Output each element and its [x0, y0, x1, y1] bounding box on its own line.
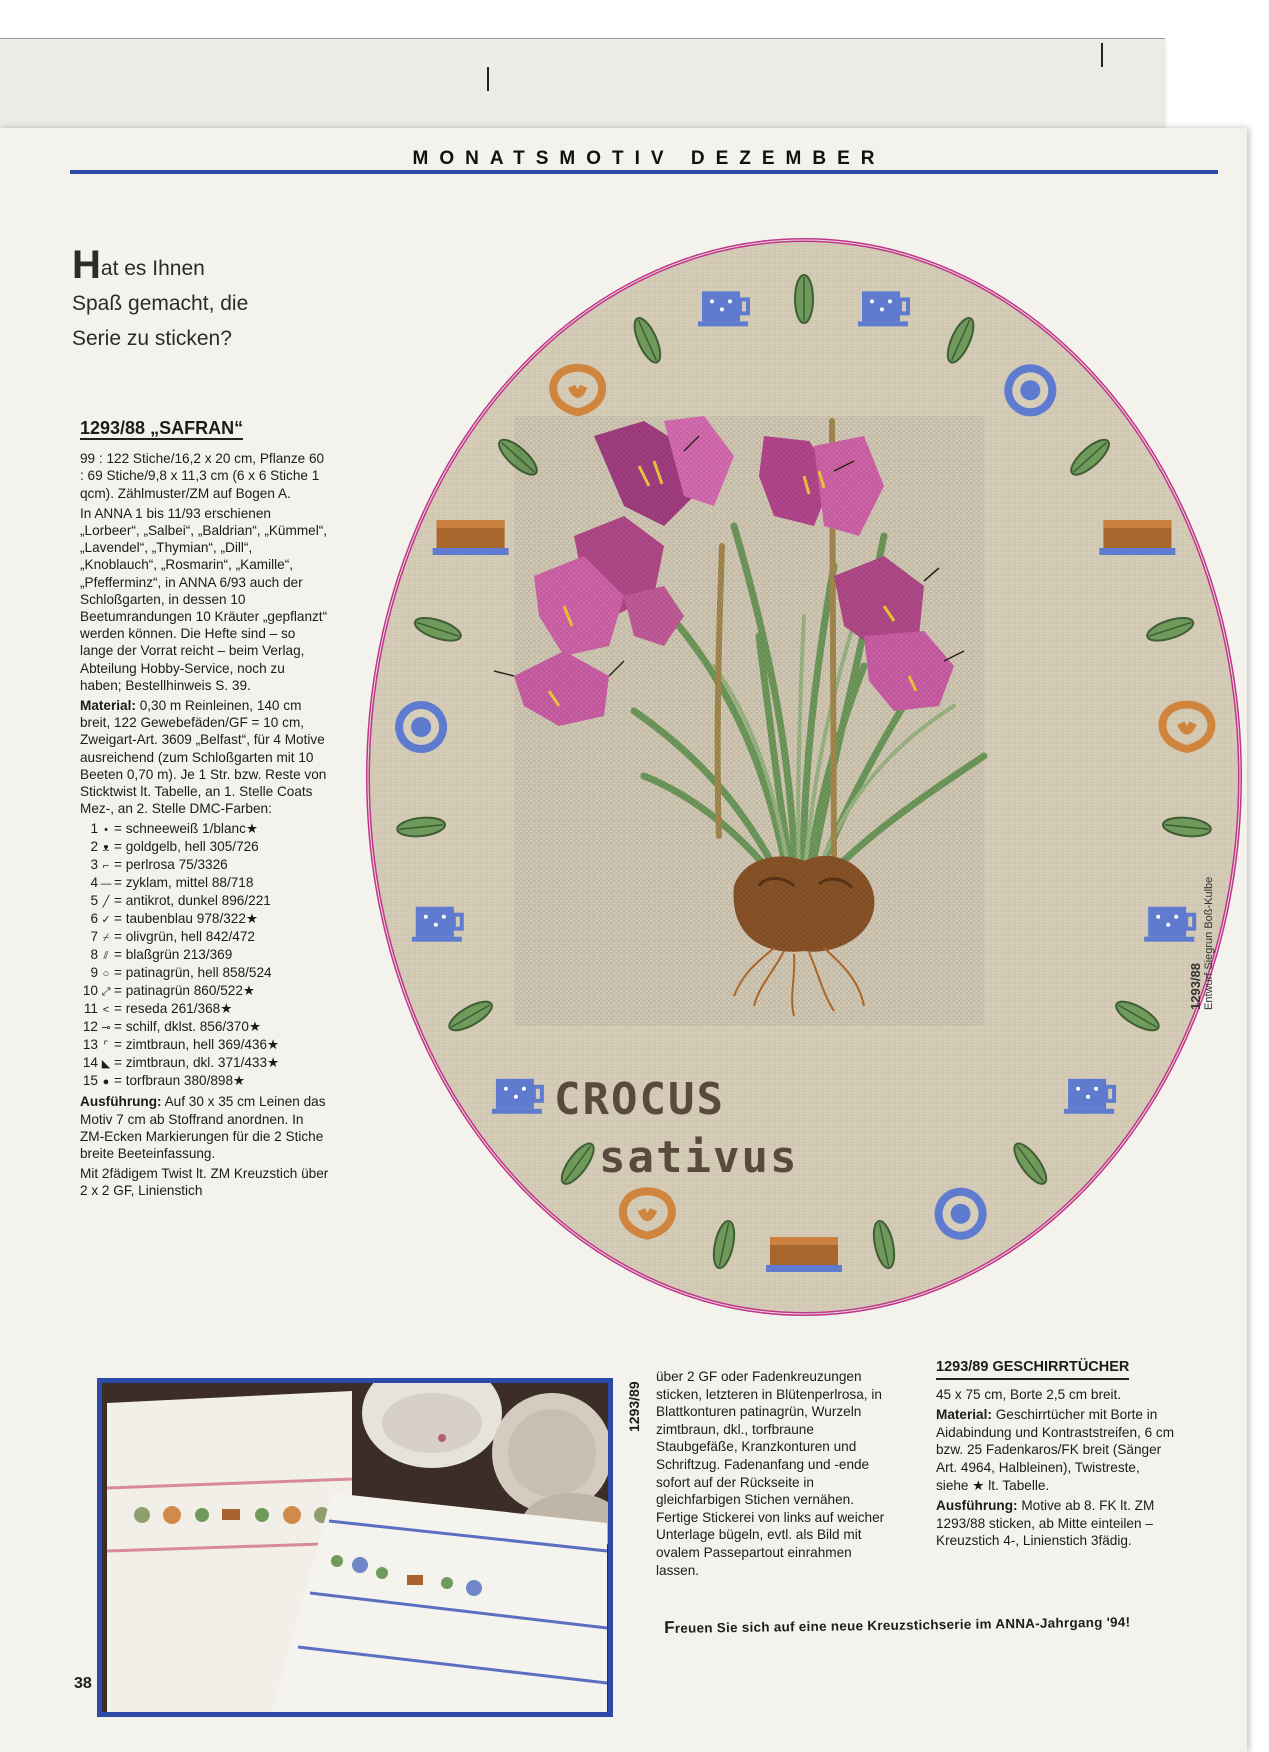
- credit-designer: Entwurf Siegrun Boß-Kulbe: [1203, 876, 1215, 1010]
- color-legend-item: [80, 820, 330, 838]
- color-description: = blaßgrün 213/369: [114, 947, 233, 963]
- color-legend-item: [80, 1054, 330, 1072]
- color-legend-item: [80, 1018, 330, 1036]
- embroidery-text-crocus: CROCUS: [554, 1074, 725, 1125]
- ausfuehrung-value: Auf 30 x 35 cm Leinen das Motiv 7 cm ab Stoffrand anordnen. In ZM-Ecken Markierungen für die 2 Stiche breite Beeteinfassung.: [80, 1094, 326, 1162]
- color-legend: [80, 820, 330, 1090]
- color-number: 2: [90, 839, 98, 855]
- material-text: [80, 697, 330, 817]
- footer-text: reuen Sie sich auf eine neue Kreuzstichserie im ANNA-Jahrgang '94!: [674, 1614, 1131, 1636]
- page-tick-mark: [487, 67, 489, 91]
- tea-towel-illustration: [102, 1383, 608, 1712]
- header-rule: [70, 170, 1218, 174]
- ausfuehrung-text: [80, 1093, 330, 1162]
- color-description: = schilf, dklst. 856/370★: [114, 1019, 262, 1035]
- stitch-symbol-icon: •: [104, 824, 108, 837]
- stitch-symbol-icon: ◣: [101, 1058, 111, 1071]
- color-legend-item: [80, 946, 330, 964]
- continuation-text: über 2 GF oder Fadenkreuzungen sticken, letzteren in Blütenperlrosa, in Blattkonturen patinagrün, Wurzeln zimtbraun, dkl., torfbraune Staubgefäße, Kranzkonturen und Schriftzug. Fadenanfang und -ende sofort auf der Rückseite in gleichfarbigen Stichen vernähen. Fertige Stickerei von links auf weicher Unterlage bügeln, evtl. als Bild mit ovalem Passepartout einrahmen lassen.: [656, 1369, 885, 1578]
- ausfuehrung-label: Ausführung:: [936, 1498, 1018, 1514]
- color-legend-item: [80, 910, 330, 928]
- color-legend-item: [80, 928, 330, 946]
- headline-line3: Serie zu sticken?: [72, 327, 232, 350]
- color-description: = taubenblau 978/322★: [114, 911, 259, 927]
- color-legend-item: [80, 1072, 330, 1090]
- color-description: = schneeweiß 1/blanc★: [114, 821, 259, 837]
- wreath-motif-cake: [1099, 520, 1175, 555]
- wreath-motif-plate: [1004, 364, 1056, 416]
- stitch-symbol-icon: ⊸: [101, 1022, 111, 1035]
- wreath-motif-cake: [766, 1237, 842, 1272]
- ausfuehrung-label: Ausführung:: [80, 1094, 162, 1110]
- stitch-symbol-icon: —: [100, 878, 112, 891]
- ausfuehrung-value: Motive ab 8. FK lt. ZM 1293/88 sticken, ab Mitte einteilen – Kreuzstich 4-, Linienstich 3fädig.: [936, 1498, 1155, 1549]
- stitch-symbol-icon: ᴥ: [102, 842, 110, 855]
- embroidery-text-sativus: sativus: [599, 1132, 799, 1183]
- color-number: 7: [90, 929, 98, 945]
- stitch-symbol-icon: ⫽: [103, 950, 109, 963]
- series-text: In ANNA 1 bis 11/93 erschienen „Lorbeer“, „Salbei“, „Baldrian“, „Kümmel“, „Lavendel“, „Thymian“, „Dill“, „Knoblauch“, „Rosmarin“, „Kamille“, „Pfefferminz“, in ANNA 6/93 auch der Schloßgarten, in dessen 10 Beetumrandungen 10 Kräuter „gepflanzt“ werden können. Die Hefte sind – so lange der Vorrat reicht – beim Verlag, Abteilung Hobby-Service, noch zu haben; Bestellhinweis S. 39.: [80, 505, 328, 693]
- article-tuecher: [936, 1358, 1176, 1553]
- page-header: [70, 148, 1218, 170]
- crocus-plant: [494, 416, 984, 1026]
- stitch-symbol-icon: ✓: [101, 914, 111, 927]
- color-number: 13: [82, 1037, 98, 1053]
- color-description: = perlrosa 75/3326: [114, 857, 228, 873]
- crocus-embroidery-illustration: [364, 236, 1244, 1318]
- size-text: 45 x 75 cm, Borte 2,5 cm breit.: [936, 1386, 1122, 1402]
- headline-initial: H: [72, 243, 101, 287]
- color-number: 4: [90, 875, 98, 891]
- headline-line2: Spaß gemacht, die: [72, 292, 249, 315]
- ausfuehrung-text: [936, 1497, 1176, 1550]
- stitch-symbol-icon: ╱: [102, 896, 110, 909]
- stitch-symbol-icon: ⌜: [103, 1040, 109, 1053]
- color-legend-item: [80, 982, 330, 1000]
- color-description: = zimtbraun, hell 369/436★: [114, 1037, 280, 1053]
- headline: [72, 243, 312, 356]
- color-description: = antikrot, dunkel 896/221: [114, 893, 271, 909]
- color-number: 11: [83, 1001, 98, 1017]
- color-legend-item: [80, 1000, 330, 1018]
- color-description: = olivgrün, hell 842/472: [114, 929, 255, 945]
- material-value: 0,30 m Reinleinen, 140 cm breit, 122 Gewebefäden/GF = 10 cm, Zweigart-Art. 3609 „Belfast“, für 4 Motive ausreichend (zum Schloßgarten mit 10 Beeten 0,70 m). Je 1 Str. bzw. Reste von Sticktwist lt. Tabelle, an 1. Stelle Coats Mez-, an 2. Stelle DMC-Farben:: [80, 698, 327, 817]
- color-legend-item: [80, 1036, 330, 1054]
- color-number: 12: [82, 1019, 98, 1035]
- color-number: 5: [90, 893, 98, 909]
- color-description: = torfbraun 380/898★: [114, 1073, 246, 1089]
- stitch-symbol-icon: ○: [102, 968, 110, 981]
- page-number: 38: [74, 1675, 92, 1692]
- stitch-symbol-icon: ⌐: [102, 860, 110, 873]
- section-title: MONATSMOTIV DEZEMBER: [412, 148, 886, 169]
- color-description: = reseda 261/368★: [114, 1001, 233, 1017]
- color-legend-item: [80, 964, 330, 982]
- color-number: 6: [90, 911, 98, 927]
- ausfuehrung-text-2: Mit 2fädigem Twist lt. ZM Kreuzstich über 2 x 2 GF, Linienstich: [80, 1166, 329, 1199]
- color-legend-item: [80, 856, 330, 874]
- headline-line1: at es Ihnen: [100, 257, 205, 280]
- tea-towel-photo: [97, 1378, 613, 1717]
- color-description: = goldgelb, hell 305/726: [114, 839, 259, 855]
- material-text: [936, 1406, 1176, 1494]
- wreath-motif-plate: [935, 1188, 987, 1240]
- material-label: Material:: [936, 1407, 992, 1423]
- wreath-motif-plate: [395, 701, 447, 753]
- stitch-symbol-icon: <: [102, 1004, 110, 1017]
- material-label: Material:: [80, 698, 136, 714]
- color-number: 3: [90, 857, 98, 873]
- color-number: 8: [90, 947, 98, 963]
- color-description: = zimtbraun, dkl. 371/433★: [114, 1055, 280, 1071]
- stitch-symbol-icon: ●: [102, 1076, 110, 1089]
- color-description: = patinagrün, hell 858/524: [114, 965, 272, 981]
- article-safran: [80, 420, 330, 1203]
- color-number: 15: [82, 1073, 98, 1089]
- cross-stitch-image: [364, 236, 1244, 1318]
- intro-text: 99 : 122 Stiche/16,2 x 20 cm, Pflanze 60 : 69 Stiche/9,8 x 11,3 cm (6 x 6 Stiche 1 qcm). Zählmuster/ZM auf Bogen A.: [80, 451, 325, 501]
- wreath-motif-leaf: [795, 275, 813, 323]
- color-description: = zyklam, mittel 88/718: [114, 875, 254, 891]
- article-title: 1293/89 GESCHIRRTÜCHER: [936, 1359, 1129, 1380]
- color-number: 14: [82, 1055, 98, 1071]
- color-number: 10: [82, 983, 98, 999]
- color-number: 9: [90, 965, 98, 981]
- wreath-motif-cake: [433, 520, 509, 555]
- continuation-column: [656, 1368, 896, 1582]
- color-legend-item: [80, 874, 330, 892]
- photo-code: 1293/89: [626, 1381, 642, 1432]
- color-legend-item: [80, 838, 330, 856]
- article-title: 1293/88 „SAFRAN“: [80, 420, 243, 440]
- color-number: 1: [90, 821, 98, 837]
- material-value: Geschirrtücher mit Borte in Aidabindung und Kontraststreifen, 6 cm bzw. 25 Fadenkaros/FK breit (Sänger Art. 4964, Halbleinen), Twistreste, siehe ★ lt. Tabelle.: [936, 1407, 1175, 1493]
- stitch-symbol-icon: ⌿: [102, 932, 110, 945]
- credit-code: 1293/88: [1188, 963, 1203, 1010]
- color-description: = patinagrün 860/522★: [114, 983, 256, 999]
- color-legend-item: [80, 892, 330, 910]
- stitch-symbol-icon: ⤢: [101, 986, 111, 999]
- page-tick-mark: [1101, 43, 1103, 67]
- image-credit: [1188, 810, 1215, 1010]
- footer-initial: F: [664, 1617, 675, 1637]
